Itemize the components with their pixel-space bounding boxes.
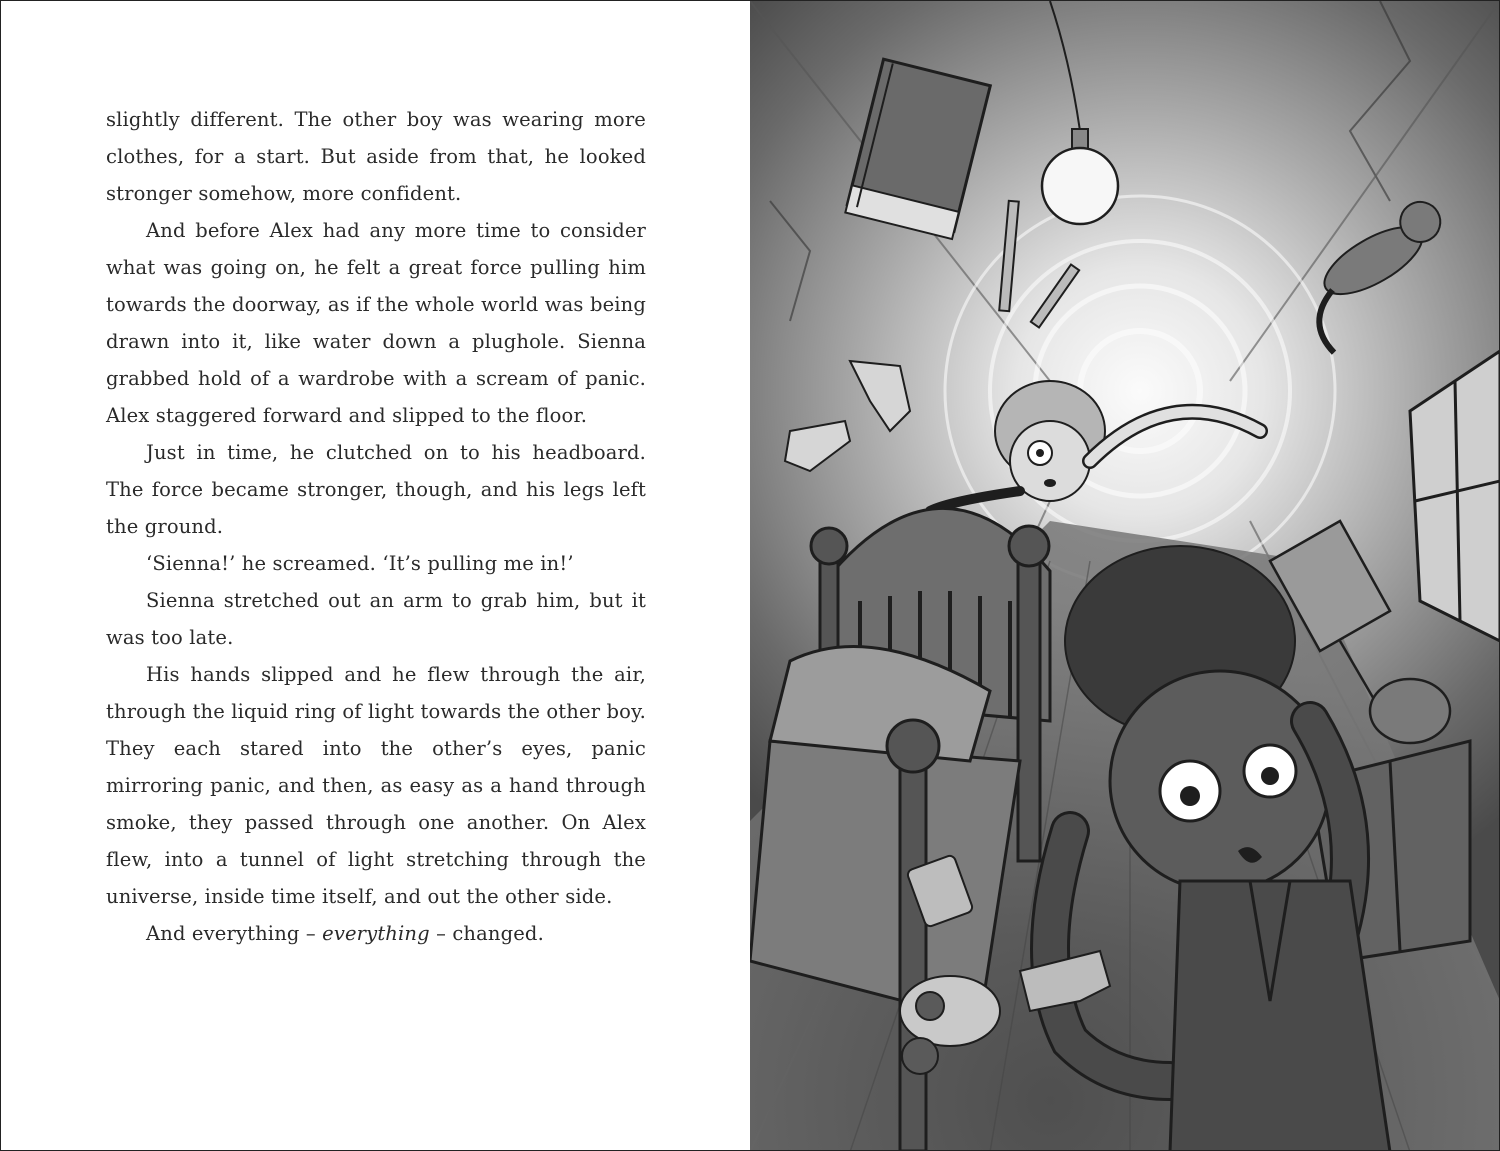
final-text-after: – changed. <box>429 922 544 945</box>
paragraph: slightly different. The other boy was wearing more clothes, for a start. But aside from that, he looked stronger somehow, more confident. <box>106 108 646 205</box>
paragraph: And before Alex had any more time to consider what was going on, he felt a great force pulling him towards the doorway, as if the whole world was being drawn into it, like water down a plughole. Sienna grabbed hold of a wardrobe with a scream of panic. Alex staggered forward and slipped to the floor. <box>106 219 646 427</box>
paragraph: His hands slipped and he flew through the air, through the liquid ring of light towards the other boy. They each stared into the other’s eyes, panic mirroring panic, and then, as easy as a hand through smoke, they passed through one another. On Alex flew, into a tunnel of light stretching through the universe, inside time itself, and out the other side. <box>106 663 646 908</box>
story-text <box>106 101 646 952</box>
final-text-before: And everything – <box>146 922 323 945</box>
paragraph: Sienna stretched out an arm to grab him, but it was too late. <box>106 589 646 649</box>
final-paragraph <box>106 915 646 952</box>
paragraph: Just in time, he clutched on to his headboard. The force became stronger, though, and his legs left the ground. <box>106 441 646 538</box>
paragraph: ‘Sienna!’ he screamed. ‘It’s pulling me in!’ <box>146 552 574 575</box>
final-text-emphasis: everything <box>322 922 430 945</box>
vortex-bedroom-illustration <box>750 1 1499 1150</box>
text-page <box>1 1 750 1150</box>
